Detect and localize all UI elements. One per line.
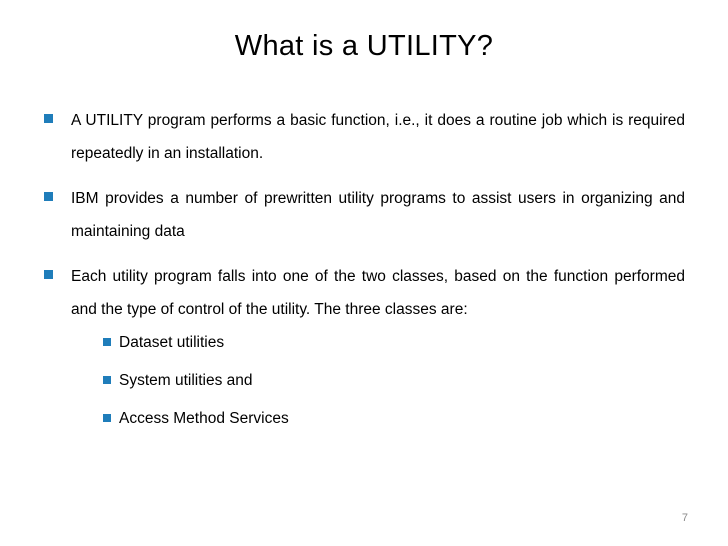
bullet-text: Each utility program falls into one of the two classes, based on the function performed and the type of control of the utility. The three classes are: xyxy=(71,268,685,318)
bullet-item xyxy=(44,104,685,170)
sub-bullet-text: Access Method Services xyxy=(119,410,289,427)
bullet-text: IBM provides a number of prewritten utility programs to assist users in organizing and maintaining data xyxy=(71,190,685,240)
square-bullet-icon xyxy=(103,376,111,384)
square-bullet-icon xyxy=(103,338,111,346)
square-bullet-icon xyxy=(103,414,111,422)
slide-title: What is a UTILITY? xyxy=(234,30,494,62)
sub-bullet-item xyxy=(103,326,685,359)
sub-bullet-item xyxy=(103,402,685,435)
square-bullet-icon xyxy=(44,270,53,279)
sub-bullet-text: System utilities and xyxy=(119,372,253,389)
sub-bullet-text: Dataset utilities xyxy=(119,334,225,351)
square-bullet-icon xyxy=(44,114,53,123)
bullet-item xyxy=(44,182,685,248)
page-number: 7 xyxy=(681,512,688,524)
sub-bullet-list xyxy=(71,326,685,435)
bullet-text: A UTILITY program performs a basic function, i.e., it does a routine job which is required repeatedly in an installation. xyxy=(71,112,685,162)
bullet-list xyxy=(44,104,685,447)
sub-bullet-item xyxy=(103,364,685,397)
square-bullet-icon xyxy=(44,192,53,201)
bullet-item xyxy=(44,260,685,435)
